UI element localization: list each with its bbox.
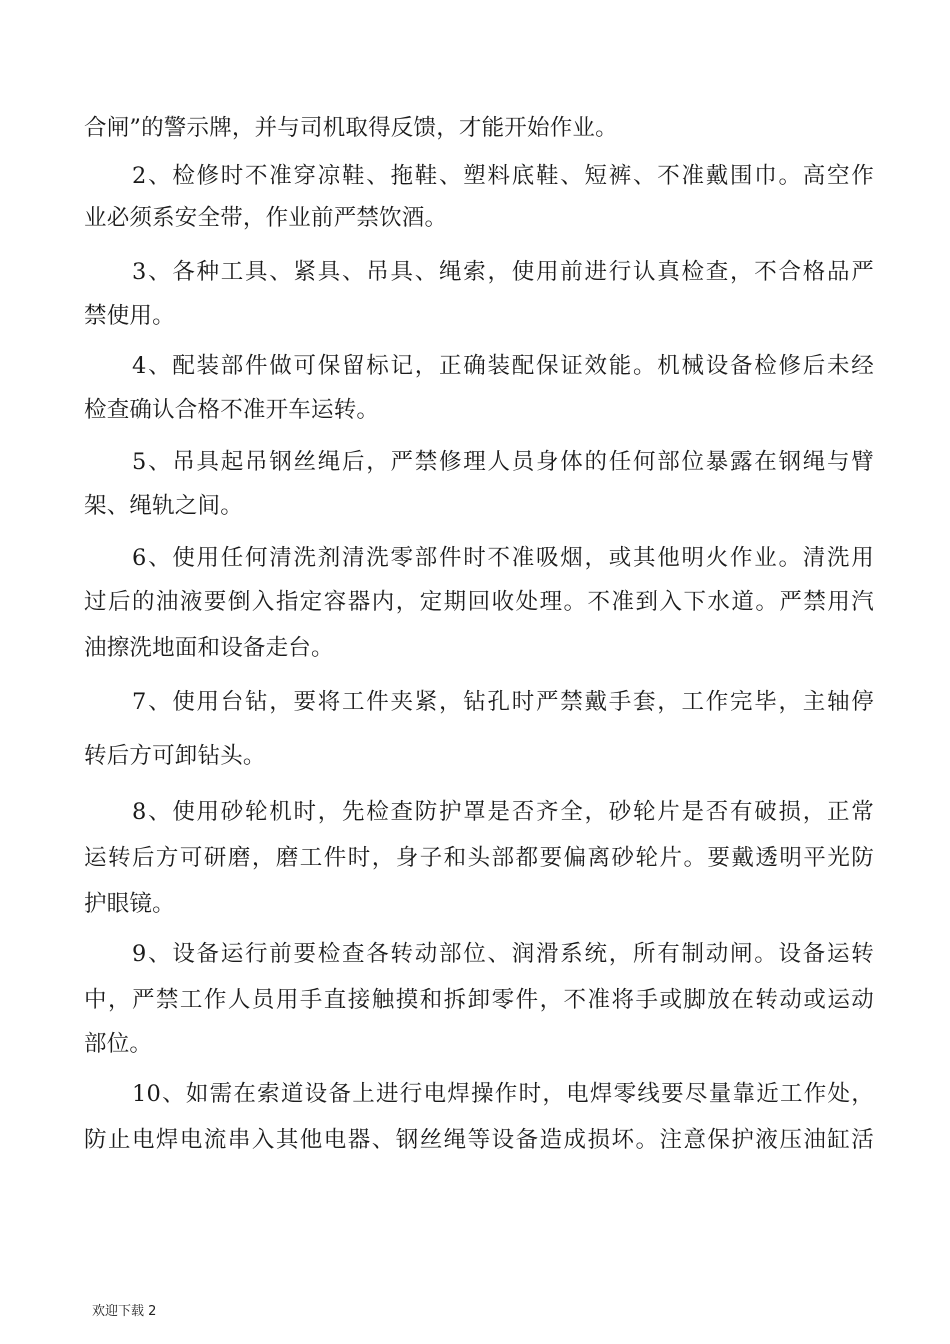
item-3-line: 3、各种工具、紧具、吊具、绳索，使用前进行认真检查，不合格品严 bbox=[132, 259, 874, 285]
item-7-line: 7、使用台钻，要将工件夹紧，钻孔时严禁戴手套，工作完毕，主轴停 bbox=[132, 689, 874, 715]
item-8-continuation: 运转后方可研磨，磨工件时，身子和头部都要偏离砂轮片。要戴透明平光防 bbox=[84, 845, 874, 871]
text-line: 合闸”的警示牌，并与司机取得反馈，才能开始作业。 bbox=[84, 115, 618, 141]
item-10-continuation: 防止电焊电流串入其他电器、钢丝绳等设备造成损坏。注意保护液压油缸活 bbox=[84, 1127, 874, 1153]
page-footer: 欢迎下载 2 bbox=[92, 1304, 157, 1319]
item-6-continuation: 过后的油液要倒入指定容器内，定期回收处理。不准到入下水道。严禁用汽 bbox=[84, 589, 874, 615]
item-7-continuation: 转后方可卸钻头。 bbox=[84, 743, 266, 769]
item-2-line: 2、检修时不准穿凉鞋、拖鞋、塑料底鞋、短裤、不准戴围巾。高空作 bbox=[132, 163, 874, 189]
item-10-line: 10、如需在索道设备上进行电焊操作时，电焊零线要尽量靠近工作处， bbox=[132, 1081, 874, 1107]
item-9-continuation: 中，严禁工作人员用手直接触摸和拆卸零件，不准将手或脚放在转动或运动 bbox=[84, 987, 874, 1013]
item-5-line: 5、吊具起吊钢丝绳后，严禁修理人员身体的任何部位暴露在钢绳与臂 bbox=[132, 449, 874, 475]
item-9-line: 9、设备运行前要检查各转动部位、润滑系统，所有制动闸。设备运转 bbox=[132, 941, 874, 967]
item-9-continuation: 部位。 bbox=[84, 1031, 153, 1057]
item-6-line: 6、使用任何清洗剂清洗零部件时不准吸烟，或其他明火作业。清洗用 bbox=[132, 545, 874, 571]
item-6-continuation: 油擦洗地面和设备走台。 bbox=[84, 635, 334, 661]
item-3-continuation: 禁使用。 bbox=[84, 303, 175, 329]
item-2-continuation: 业必须系安全带，作业前严禁饮酒。 bbox=[84, 205, 448, 231]
item-4-line: 4、配装部件做可保留标记，正确装配保证效能。机械设备检修后未经 bbox=[132, 353, 874, 379]
item-5-continuation: 架、绳轨之间。 bbox=[84, 493, 243, 519]
item-8-line: 8、使用砂轮机时，先检查防护罩是否齐全，砂轮片是否有破损，正常 bbox=[132, 799, 874, 825]
item-4-continuation: 检查确认合格不准开车运转。 bbox=[84, 397, 380, 423]
item-8-continuation: 护眼镜。 bbox=[84, 891, 175, 917]
